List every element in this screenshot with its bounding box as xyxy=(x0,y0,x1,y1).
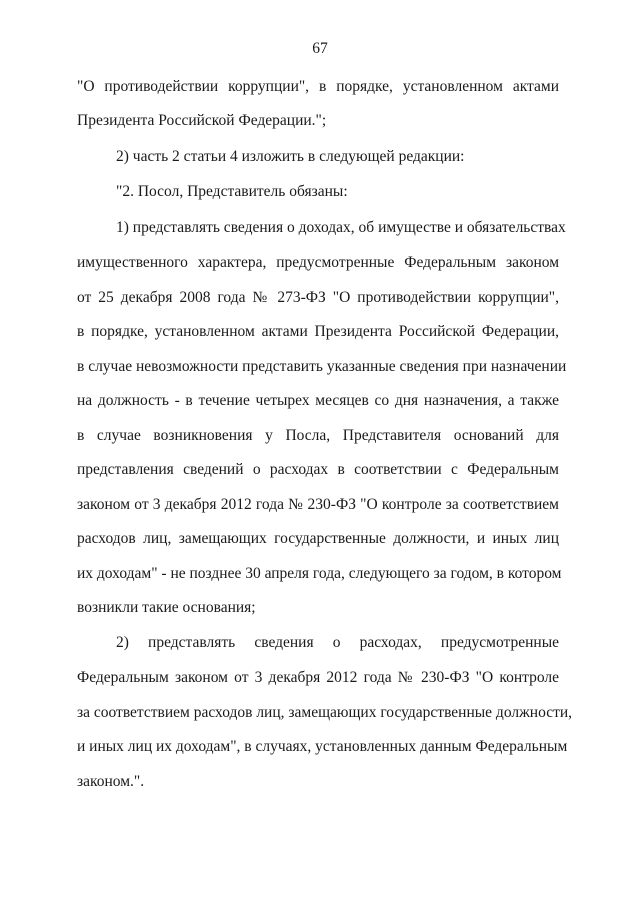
text-line: на должность - в течение четырех месяцев со дня назначения, а также xyxy=(77,392,559,409)
text-line: Федеральным законом от 3 декабря 2012 года № 230-ФЗ "О контроле xyxy=(77,669,559,686)
text-line: в порядке, установленном актами Президента Российской Федерации, xyxy=(77,323,559,340)
text-line: "2. Посол, Представитель обязаны: xyxy=(116,183,348,200)
text-line: 2) представлять сведения о расходах, предусмотренные xyxy=(116,634,559,651)
text-line: возникли такие основания; xyxy=(77,599,256,616)
page-number: 67 xyxy=(312,40,328,57)
text-line: законом от 3 декабря 2012 года № 230-ФЗ "О контроле за соответствием xyxy=(77,496,559,513)
text-line: представления сведений о расходах в соответствии с Федеральным xyxy=(77,461,559,478)
text-line: 2) часть 2 статьи 4 изложить в следующей редакции: xyxy=(116,148,465,165)
text-line: законом.". xyxy=(77,773,145,790)
text-line: в случае возникновения у Посла, Представителя оснований для xyxy=(77,427,559,444)
text-line: в случае невозможности представить указанные сведения при назначении xyxy=(77,358,567,375)
text-line: "О противодействии коррупции", в порядке, установленном актами xyxy=(77,78,559,95)
text-line: от 25 декабря 2008 года № 273-ФЗ "О противодействии коррупции", xyxy=(77,289,559,306)
text-line: Президента Российской Федерации."; xyxy=(77,112,327,129)
text-line: за соответствием расходов лиц, замещающих государственные должности, xyxy=(77,704,573,721)
text-line: имущественного характера, предусмотренные Федеральным законом xyxy=(77,254,559,271)
text-line: расходов лиц, замещающих государственные должности, и иных лиц xyxy=(77,530,559,547)
text-line: и иных лиц их доходам", в случаях, установленных данным Федеральным xyxy=(77,738,568,755)
text-line: их доходам" - не позднее 30 апреля года, следующего за годом, в котором xyxy=(77,565,562,582)
text-line: 1) представлять сведения о доходах, об имуществе и обязательствах xyxy=(116,219,566,236)
